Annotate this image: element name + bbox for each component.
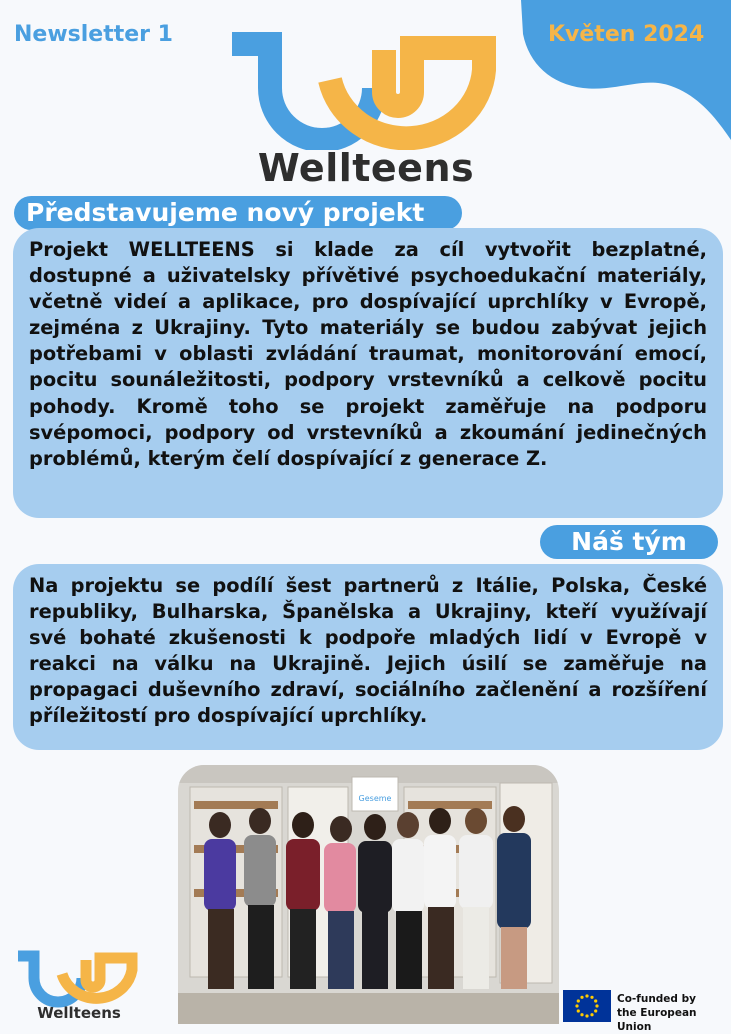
newsletter-label: Newsletter 1: [14, 22, 173, 47]
corner-decoration: [521, 0, 731, 140]
wellteens-logo: [222, 18, 512, 150]
eu-funding-line-1: Co-funded by: [617, 993, 696, 1005]
eu-flag-icon: [563, 990, 611, 1022]
wellteens-logo-small: [14, 946, 144, 1010]
section-heading-intro: Představujeme nový projekt: [14, 196, 462, 230]
intro-paragraph: Projekt WELLTEENS si klade za cíl vytvořit bezplatné, dostupné a uživatelsky přívětivé psychoedukační materiály, včetně videí a aplikace, pro dospívající uprchlíky v Evropě, zejména z Ukrajiny. Tyto materiály se budou zabývat jejich potřebami v oblasti zvládání traumat, monitorování emocí, pocitu sounáležitosti, podpory vrstevníků a celkově pocitu pohody. Kromě toho se projekt zaměřuje na podporu svépomoci, podpory od vrstevníků a zkoumání jedinečných problémů, kterým čelí dospívající z generace Z.: [29, 238, 707, 470]
team-photo: [178, 765, 559, 1024]
team-paragraph: Na projektu se podílí šest partnerů z Itálie, Polska, České republiky, Bulharska, Španělska a Ukrajiny, kteří využívají své bohaté zkušenosti k podpoře mladých lidí v Evropě v reakci na válku na Ukrajině. Jejich úsilí se zaměřuje na propagaci duševního zdraví, sociálního začlenění a rozšíření příležitostí pro dospívající uprchlíky.: [29, 574, 707, 728]
team-text-panel: [13, 564, 723, 750]
eu-funding-line-2: the European Union: [617, 1007, 697, 1033]
footer-brand-name: Wellteens: [37, 1004, 121, 1022]
intro-text-panel: [13, 228, 723, 518]
section-heading-team: Náš tým: [540, 525, 718, 559]
eu-funding-text: [617, 992, 731, 1034]
photo-sign-text: Geseme: [358, 794, 392, 803]
issue-date: Květen 2024: [548, 22, 705, 47]
brand-name: Wellteens: [257, 146, 475, 190]
